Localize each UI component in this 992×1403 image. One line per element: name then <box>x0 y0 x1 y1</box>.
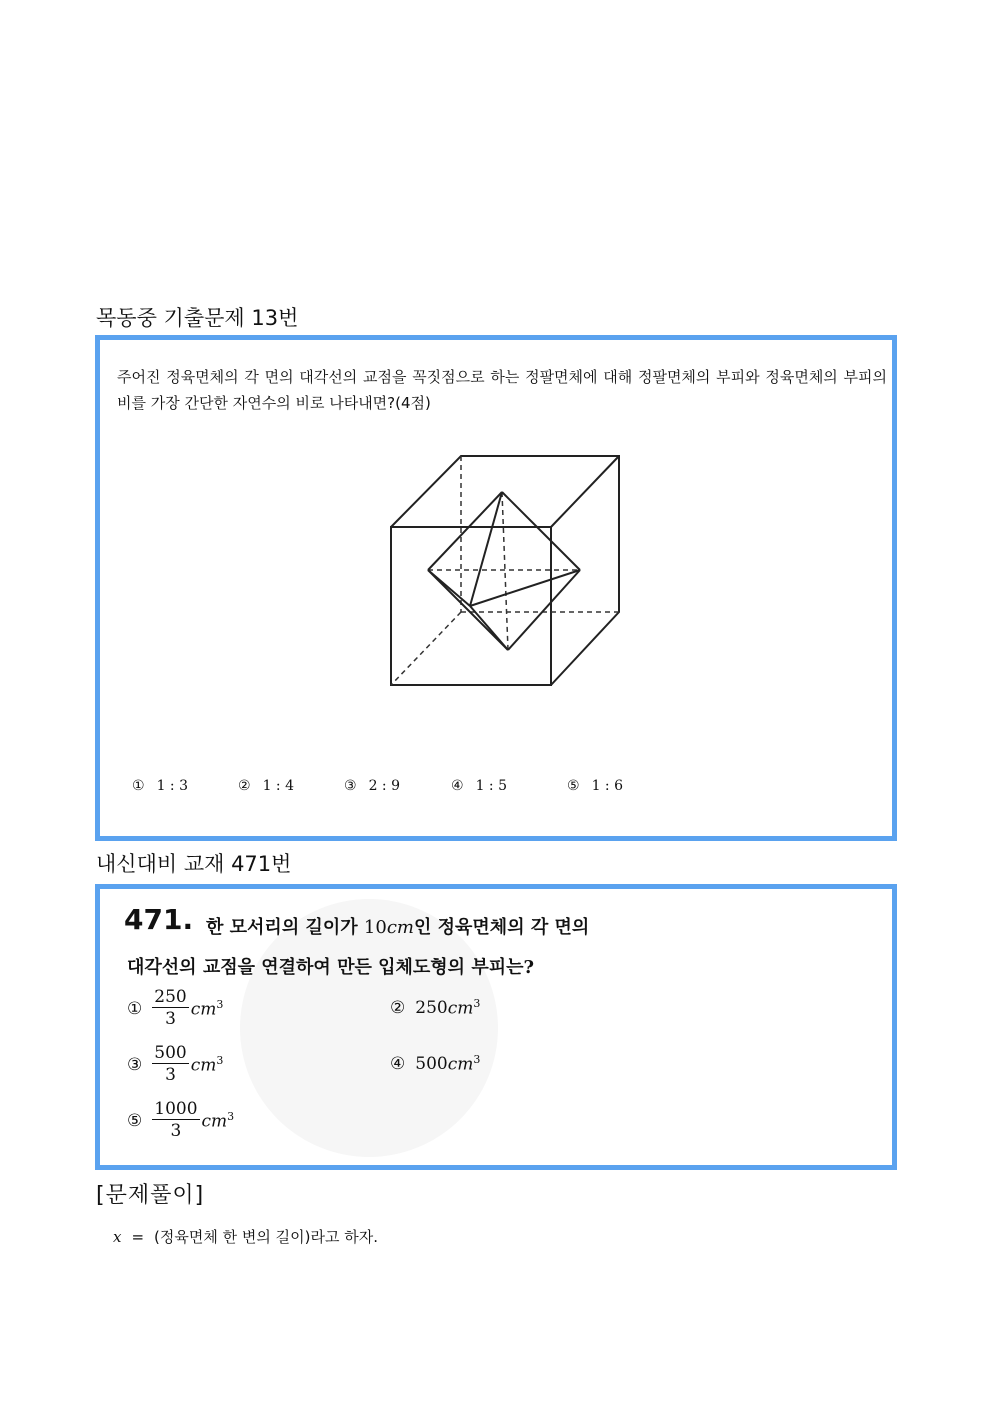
option-1-number: ① <box>127 998 143 1019</box>
option-1-exp: 3 <box>216 997 224 1011</box>
option-3[interactable] <box>127 1043 223 1086</box>
question2-line1 <box>206 913 589 939</box>
option-1[interactable] <box>127 987 223 1030</box>
option-5-number: ⑤ <box>127 1110 143 1131</box>
question2-line2: 대각선의 교점을 연결하여 만든 입체도형의 부피는? <box>127 957 535 978</box>
choice-3-number: ③ <box>344 778 357 794</box>
option-2-unit-text: cm <box>447 998 474 1019</box>
option-1-numerator: 250 <box>154 987 187 1007</box>
choice-3-text: 2 : 9 <box>368 778 400 794</box>
option-4-number: ④ <box>390 1053 406 1074</box>
section1-heading: 목동중 기출문제 13번 <box>96 306 299 330</box>
option-2-number: ② <box>390 997 406 1018</box>
option-4-value: 500 <box>415 1053 448 1074</box>
question2-length-unit: cm <box>386 917 414 938</box>
choice-5-text: 1 : 6 <box>591 778 623 794</box>
option-5-exp: 3 <box>227 1109 235 1123</box>
option-4[interactable] <box>390 1053 480 1075</box>
choice-5[interactable] <box>567 778 623 794</box>
question2-line1-c: 인 정육면체의 각 면의 <box>413 917 590 938</box>
solution-title: [문제풀이] <box>96 1183 205 1208</box>
cube-top-edge <box>551 456 619 527</box>
solution-line <box>113 1226 378 1247</box>
option-5[interactable] <box>127 1099 234 1142</box>
option-4-exp: 3 <box>473 1053 481 1066</box>
question2-line1-a: 한 모서리의 길이가 <box>206 917 358 938</box>
option-2[interactable] <box>390 997 480 1019</box>
section2-heading: 내신대비 교재 471번 <box>96 852 292 876</box>
option-2-unit <box>448 997 481 1019</box>
choice-1-text: 1 : 3 <box>156 778 188 794</box>
question1-box <box>95 335 897 841</box>
octahedron-edges <box>428 492 580 650</box>
choice-2-number: ② <box>238 778 251 794</box>
option-1-unit <box>191 998 224 1020</box>
option-4-unit-text: cm <box>447 1054 474 1075</box>
option-2-value: 250 <box>415 997 448 1018</box>
option-3-exp: 3 <box>216 1053 224 1067</box>
solution-equals: = <box>131 1228 145 1246</box>
question2-number: 471. <box>124 903 194 936</box>
cube-octahedron-figure <box>384 450 634 700</box>
option-3-fraction <box>152 1043 188 1086</box>
choice-4-number: ④ <box>451 778 464 794</box>
option-2-exp: 3 <box>473 997 481 1010</box>
option-5-unit <box>202 1110 235 1132</box>
option-1-unit-text: cm <box>190 999 217 1020</box>
option-5-unit-text: cm <box>201 1111 228 1132</box>
choice-5-number: ⑤ <box>567 778 580 794</box>
choice-2-text: 1 : 4 <box>262 778 294 794</box>
option-3-denominator: 3 <box>165 1065 176 1085</box>
choice-4[interactable] <box>451 778 507 794</box>
option-1-fraction <box>152 987 188 1030</box>
question2-box <box>95 884 897 1170</box>
option-3-unit <box>191 1054 224 1076</box>
choice-2[interactable] <box>238 778 294 794</box>
option-3-numerator: 500 <box>154 1043 187 1063</box>
solution-variable: x <box>113 1228 122 1246</box>
choice-1[interactable] <box>132 778 188 794</box>
solution-text: (정육면체 한 변의 길이)라고 하자. <box>154 1228 378 1246</box>
option-5-numerator: 1000 <box>154 1099 198 1119</box>
option-5-fraction <box>152 1099 199 1142</box>
choice-4-text: 1 : 5 <box>475 778 507 794</box>
option-5-denominator: 3 <box>170 1121 182 1141</box>
option-4-unit <box>448 1053 481 1075</box>
option-1-denominator: 3 <box>165 1009 176 1029</box>
question1-text: 주어진 정육면체의 각 면의 대각선의 교점을 꼭짓점으로 하는 정팔면체에 대해 정팔면체의 부피와 정육면체의 부피의 비를 가장 간단한 자연수의 비로 나타내면?(4점) <box>117 368 887 412</box>
question2-length: 10 <box>363 917 387 938</box>
choice-3[interactable] <box>344 778 400 794</box>
option-3-unit-text: cm <box>190 1055 217 1076</box>
choice-1-number: ① <box>132 778 145 794</box>
option-3-number: ③ <box>127 1054 143 1075</box>
